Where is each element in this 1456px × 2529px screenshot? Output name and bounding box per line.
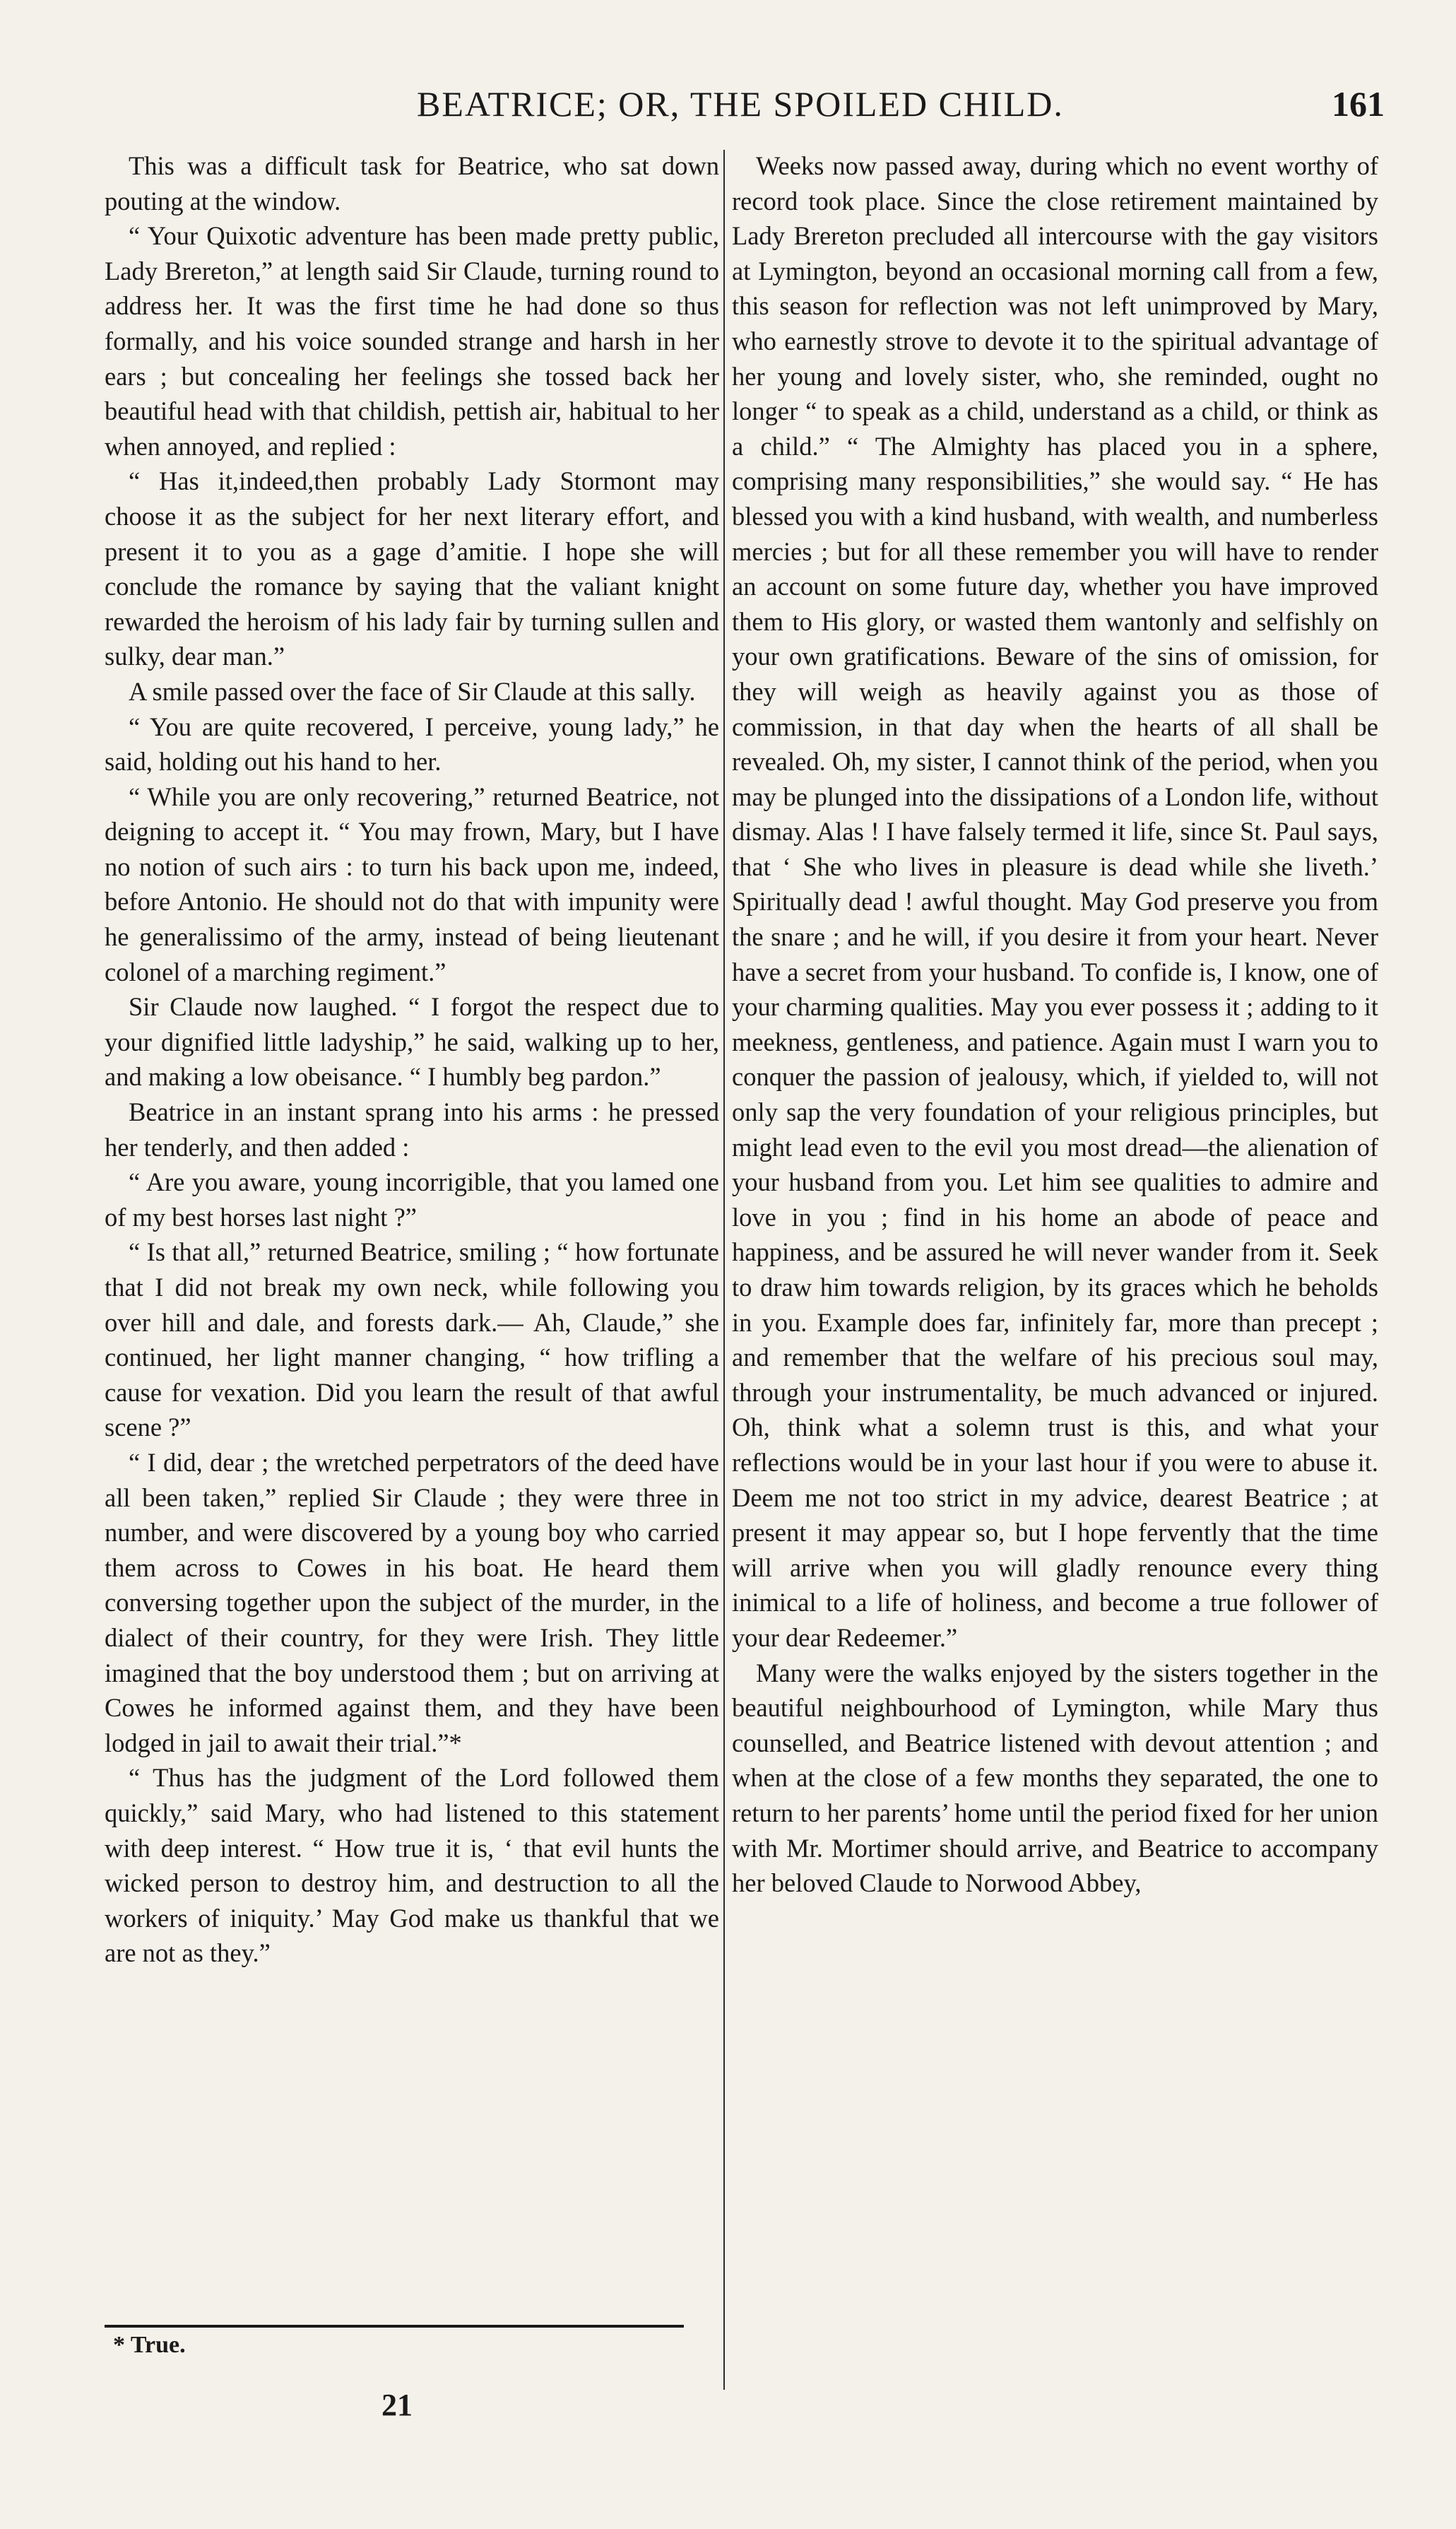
right-column bbox=[732, 148, 1378, 1901]
paragraph: Sir Claude now laughed. “ I forgot the respect due to your dignified little ladyship,” he said, walking up to her, and making a low obeisance. “ I humbly beg pardon.” bbox=[105, 992, 719, 1092]
paragraph: “ Are you aware, young incorrigible, that you lamed one of my best horses last night ?” bbox=[105, 1167, 719, 1232]
paragraph: This was a difficult task for Beatrice, who sat down pouting at the window. bbox=[105, 151, 719, 216]
paragraph: “ While you are only recovering,” returned Beatrice, not deigning to accept it. “ You may frown, Mary, but I have no notion of such airs : to turn his back upon me, indeed, before Antonio. He should not do that with impunity were he generalissimo of the army, instead of being lieutenant colonel of a marching regiment.” bbox=[105, 782, 719, 986]
paragraph: A smile passed over the face of Sir Claude at this sally. bbox=[129, 676, 696, 706]
signature-mark: 21 bbox=[381, 2388, 413, 2422]
running-title: BEATRICE; OR, THE SPOILED CHILD. bbox=[417, 84, 1064, 124]
left-column bbox=[105, 148, 719, 1971]
paragraph: “ Is that all,” returned Beatrice, smiling ; “ how fortunate that I did not break my own neck, while following you over hill and dale, and forests dark.— Ah, Claude,” she continued, her light manner changing, “ how trifling a cause for vexation. Did you learn the result of that awful scene ?” bbox=[105, 1237, 719, 1442]
paragraph: Many were the walks enjoyed by the sisters together in the beautiful neighbourhood of Lymington, while Mary thus counselled, and Beatrice listened with devout attention ; and when at the close of a few months they separated, the one to return to her parents’ home until the period fixed for her union with Mr. Mortimer should arrive, and Beatrice to accompany her beloved Claude to Norwood Abbey, bbox=[732, 1658, 1378, 1898]
footnote: * True. bbox=[113, 2332, 186, 2358]
footnote-rule bbox=[105, 2325, 684, 2328]
paragraph: Weeks now passed away, during which no event worthy of record took place. Since the close retirement maintained by Lady Brereton precluded all intercourse with the gay visitors at Lymington, beyond an occasional morning call from a few, this season for reflection was not left unimproved by Mary, who earnestly strove to devote it to the spiritual advantage of her young and lovely sister, who, she reminded, ought no longer “ to speak as a child, understand as a child, or think as a child.” “ The Almighty has placed you in a sphere, comprising many responsibilities,” she would say. “ He has blessed you with a kind husband, with wealth, and numberless mercies ; but for all these remember you will have to render an account on some future day, whether you have improved them to His glory, or wasted them wantonly and selfishly on your own gratifications. Beware of the sins of omission, for they will weigh as heavily against you as those of commission, in that day when the hearts of all shall be revealed. Oh, my sister, I cannot think of the period, when you may be plunged into the dissipations of a London life, without dismay. Alas ! I have falsely termed it life, since St. Paul says, that ‘ She who lives in pleasure is dead while she liveth.’ Spiritually dead ! awful thought. May God preserve you from the snare ; and he will, if you desire it from your heart. Never have a secret from your husband. To confide is, I know, one of your charming qualities. May you ever possess it ; adding to it meekness, gentleness, and patience. Again must I warn you to conquer the passion of jealousy, which, if yielded to, will not only sap the very foundation of your religious principles, but might lead even to the evil you most dread—the alienation of your husband from you. Let him see qualities to admire and love in you ; find in his home an abode of peace and happiness, and be assured he will never wander from it. Seek to draw him towards religion, by its graces which he beholds in you. Example does far, infinitely far, more than precept ; and remember that the welfare of his precious soul may, through your instrumentality, be much advanced or injured. Oh, think what a solemn trust is this, and what your reflections would be in your last hour if you were to abuse it. Deem me not too strict in my advice, dearest Beatrice ; at present it may appear so, but I hope fervently that the time will arrive when you will gladly renounce every thing inimical to a life of holiness, and become a true follower of your dear Redeemer.” bbox=[732, 151, 1378, 1652]
paragraph: “ I did, dear ; the wretched perpetrators of the deed have all been taken,” replied Sir Claude ; they were three in number, and were discovered by a young boy who carried them across to Cowes in his boat. He heard them conversing together upon the subject of the murder, in the dialect of their country, for they were Irish. They little imagined that the boy understood them ; but on arriving at Cowes he informed against them, and they have been lodged in jail to await their trial.”* bbox=[105, 1447, 719, 1757]
paragraph: “ Thus has the judgment of the Lord followed them quickly,” said Mary, who had listened to this statement with deep interest. “ How true it is, ‘ that evil hunts the wicked person to destroy him, and destruction to all the workers of iniquity.’ May God make us thankful that we are not as they.” bbox=[105, 1763, 719, 1968]
paragraph: “ Has it,indeed,then probably Lady Stormont may choose it as the subject for her next literary effort, and present it to you as a gage d’amitie. I hope she will conclude the romance by saying that the valiant knight rewarded the heroism of his lady fair by turning sullen and sulky, dear man.” bbox=[105, 466, 719, 671]
running-head bbox=[106, 83, 1385, 133]
column-divider bbox=[723, 150, 725, 2390]
paragraph: Beatrice in an instant sprang into his arms : he pressed her tenderly, and then added : bbox=[105, 1097, 719, 1162]
paragraph: “ You are quite recovered, I perceive, young lady,” he said, holding out his hand to her. bbox=[105, 712, 719, 777]
paragraph: “ Your Quixotic adventure has been made pretty public, Lady Brereton,” at length said Sir Claude, turning round to address her. It was the first time he had done so thus formally, and his voice sounded strange and harsh in her ears ; but concealing her feelings she tossed back her beautiful head with that childish, pettish air, habitual to her when annoyed, and replied : bbox=[105, 221, 719, 461]
page-number: 161 bbox=[1332, 84, 1385, 124]
